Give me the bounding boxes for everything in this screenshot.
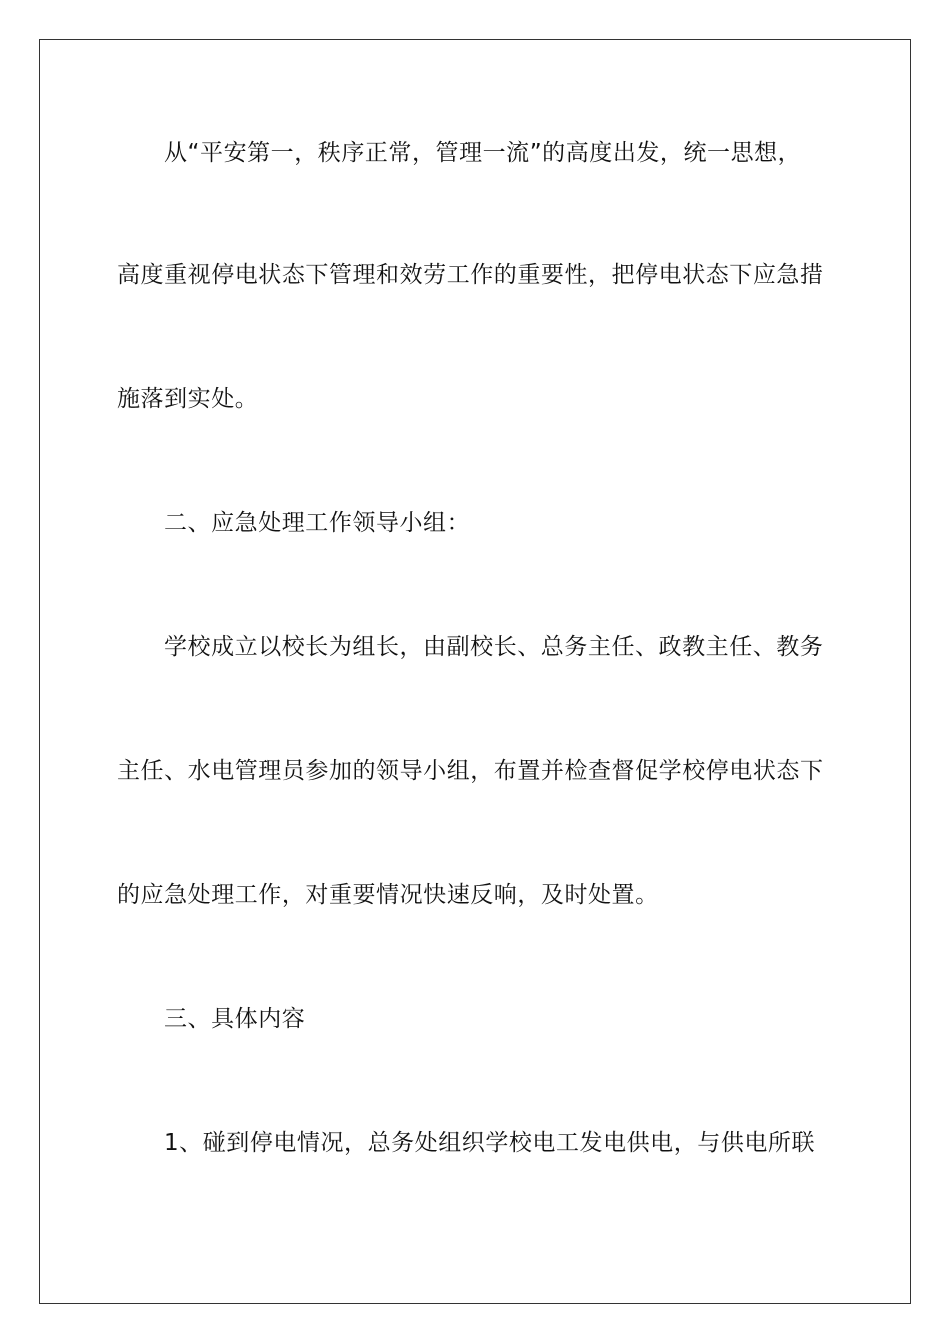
paragraph-line-1: 从“平安第一，秩序正常，管理一流”的高度出发，统一思想， xyxy=(164,140,802,166)
paragraph-line-6: 主任、水电管理员参加的领导小组，布置并检查督促学校停电状态下 xyxy=(117,758,824,784)
paragraph-line-5: 学校成立以校长为组长，由副校长、总务主任、政教主任、教务 xyxy=(164,634,824,660)
page-frame xyxy=(39,39,911,1304)
section-heading-3: 三、具体内容 xyxy=(164,1006,306,1032)
paragraph-line-7: 的应急处理工作，对重要情况快速反响，及时处置。 xyxy=(117,882,659,908)
paragraph-line-9: 1、碰到停电情况，总务处组织学校电工发电供电，与供电所联 xyxy=(164,1130,816,1156)
section-heading-2: 二、应急处理工作领导小组： xyxy=(164,510,471,536)
paragraph-line-2: 高度重视停电状态下管理和效劳工作的重要性，把停电状态下应急措 xyxy=(117,262,824,288)
paragraph-line-3: 施落到实处。 xyxy=(117,386,259,412)
